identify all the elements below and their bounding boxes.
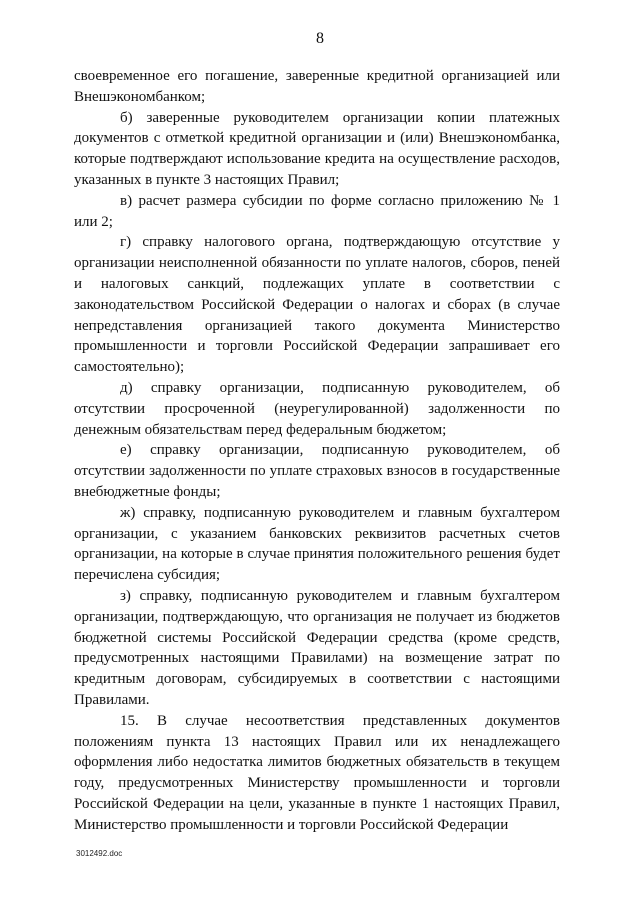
paragraph-section-15: 15. В случае несоответствия представленных документов положениям пункта 13 настоящих Правил или их ненадлежащего оформления либо недостатка лимитов бюджетных обязательств в текущем году, предусмотренных Министерству промышленности и торговли Российской Федерации на цели, указанные в пункте 1 настоящих Правил, Министерство промышленности и торговли Российской Федерации: [74, 712, 560, 833]
paragraph-item-g: г) справку налогового органа, подтверждающую отсутствие у организации неисполненной обязанности по уплате налогов, сборов, пеней и налоговых санкций, подлежащих уплате в соответствии с законодательством Российской Федерации о налогах и сборах (в случае непредставления организацией такого документа Министерство промышленности и торговли Российской Федерации запрашивает его самостоятельно);: [74, 234, 560, 376]
paragraph-item-e: е) справку организации, подписанную руководителем, об отсутствии задолженности по уплате страховых взносов в государственные внебюджетные фонды;: [74, 442, 560, 500]
paragraph-item-z: з) справку, подписанную руководителем и главным бухгалтером организации, подтверждающую, что организация не получает из бюджетов бюджетной системы Российской Федерации средства (кроме средств, предусмотренных настоящими Правилами) на возмещение затрат по кредитным договорам, субсидируемых в соответствии с настоящими Правилами.: [74, 587, 560, 708]
page-number: 8: [316, 30, 324, 47]
paragraph-item-b: б) заверенные руководителем организации копии платежных документов с отметкой кредитной организации и (или) Внешэкономбанка, которые подтверждают использование кредита на осуществление расходов, указанных в пункте 3 настоящих Правил;: [74, 109, 560, 188]
paragraph-item-zh: ж) справку, подписанную руководителем и главным бухгалтером организации, с указанием банковских реквизитов расчетных счетов организации, на которые в случае принятия положительного решения будет перечислена субсидия;: [74, 504, 560, 584]
paragraph-item-d: д) справку организации, подписанную руководителем, об отсутствии просроченной (неурегулированной) задолженности по денежным обязательствам перед федеральным бюджетом;: [74, 379, 560, 438]
document-body: [74, 66, 560, 835]
paragraph-continuation: своевременное его погашение, заверенные кредитной организацией или Внешэкономбанком;: [74, 68, 560, 105]
paragraph-item-v: в) расчет размера субсидии по форме согласно приложению № 1 или 2;: [74, 192, 560, 230]
footer-filename: 3012492.doc: [76, 849, 123, 858]
